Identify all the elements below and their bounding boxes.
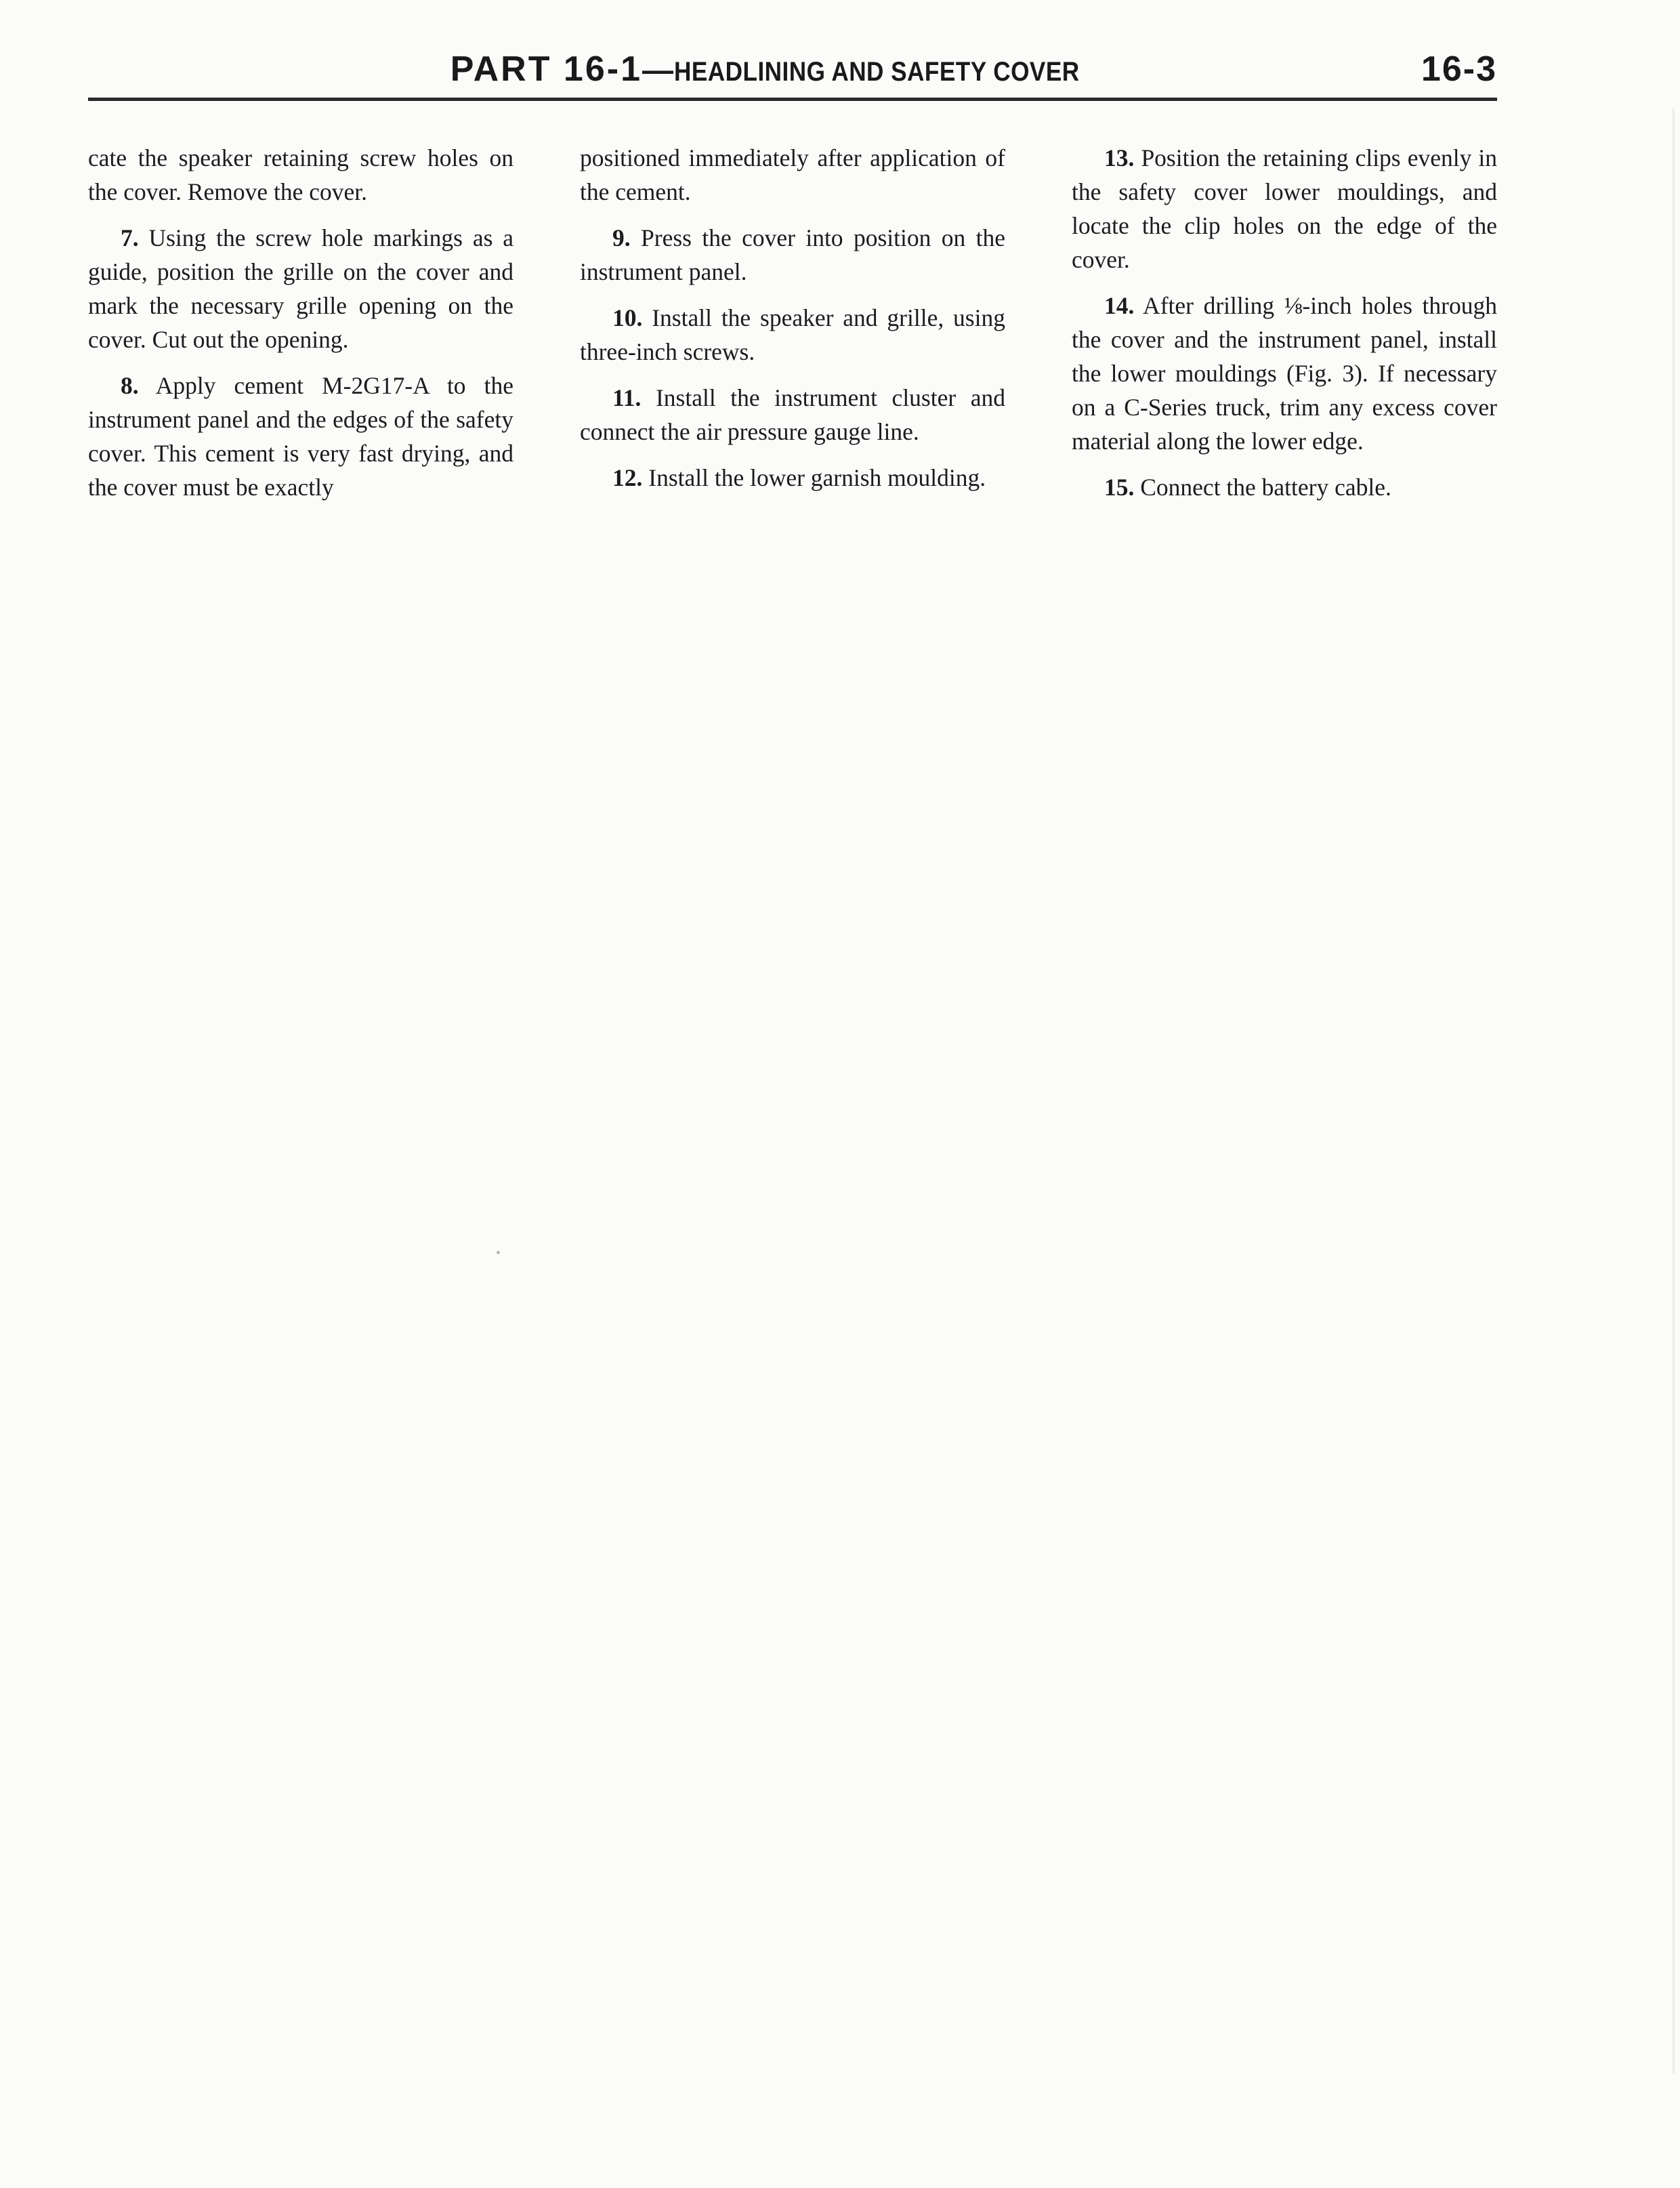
text-column-1 [88, 141, 513, 516]
page-edge-shadow [1673, 108, 1675, 2073]
paragraph [88, 221, 513, 356]
step-number: 7. [121, 224, 139, 251]
part-title: HEADLINING AND SAFETY COVER [674, 57, 1080, 87]
paragraph [580, 381, 1005, 449]
paragraph [1072, 289, 1497, 458]
paragraph-text: After drilling ⅛-inch holes through the cover and the instrument panel, install the lower mouldings (Fig. 3). If necessary on a C-Series truck, trim any excess cover material along the lower edge. [1072, 292, 1497, 455]
step-number: 11. [612, 384, 642, 411]
paragraph-text: Connect the battery cable. [1134, 474, 1391, 501]
scan-speck [497, 1251, 500, 1254]
paragraph-text: Apply cement M-2G17-A to the instrument panel and the edges of the safety cover. This cement is very fast drying, and the cover must be exactly [88, 372, 513, 501]
step-number: 12. [612, 464, 643, 491]
part-label: PART 16-1 [450, 49, 642, 89]
paragraph-text: Install the speaker and grille, using three-inch screws. [580, 304, 1005, 365]
step-number: 9. [612, 224, 631, 251]
running-title [88, 47, 1497, 94]
paragraph [580, 141, 1005, 209]
step-number: 8. [121, 372, 139, 399]
step-number: 10. [612, 304, 643, 331]
paragraph-text: cate the speaker retaining screw holes on the cover. Remove the cover. [88, 144, 513, 205]
step-number: 13. [1104, 144, 1135, 171]
paragraph [580, 221, 1005, 289]
text-column-2 [580, 141, 1005, 507]
page-header [88, 47, 1497, 102]
paragraph-text: Position the retaining clips evenly in the safety cover lower mouldings, and locate the clip holes on the edge of the cover. [1072, 144, 1497, 273]
step-number: 14. [1104, 292, 1135, 319]
paragraph-text: Install the instrument cluster and connect the air pressure gauge line. [580, 384, 1005, 445]
paragraph-text: Using the screw hole markings as a guide, position the grille on the cover and mark the necessary grille opening on the cover. Cut out the opening. [88, 224, 513, 353]
paragraph [580, 301, 1005, 369]
text-column-3 [1072, 141, 1497, 516]
paragraph-text: Install the lower garnish moulding. [642, 464, 986, 491]
header-rule [88, 98, 1497, 101]
paragraph [88, 141, 513, 209]
paragraph [1072, 470, 1497, 504]
page-number: 16-3 [1421, 49, 1497, 89]
paragraph [88, 369, 513, 504]
title-separator: — [642, 52, 674, 87]
paragraph-text: positioned immediately after application of the cement. [580, 144, 1005, 205]
paragraph [580, 461, 1005, 495]
paragraph-text: Press the cover into position on the instrument panel. [580, 224, 1005, 285]
paragraph [1072, 141, 1497, 276]
step-number: 15. [1104, 474, 1135, 501]
